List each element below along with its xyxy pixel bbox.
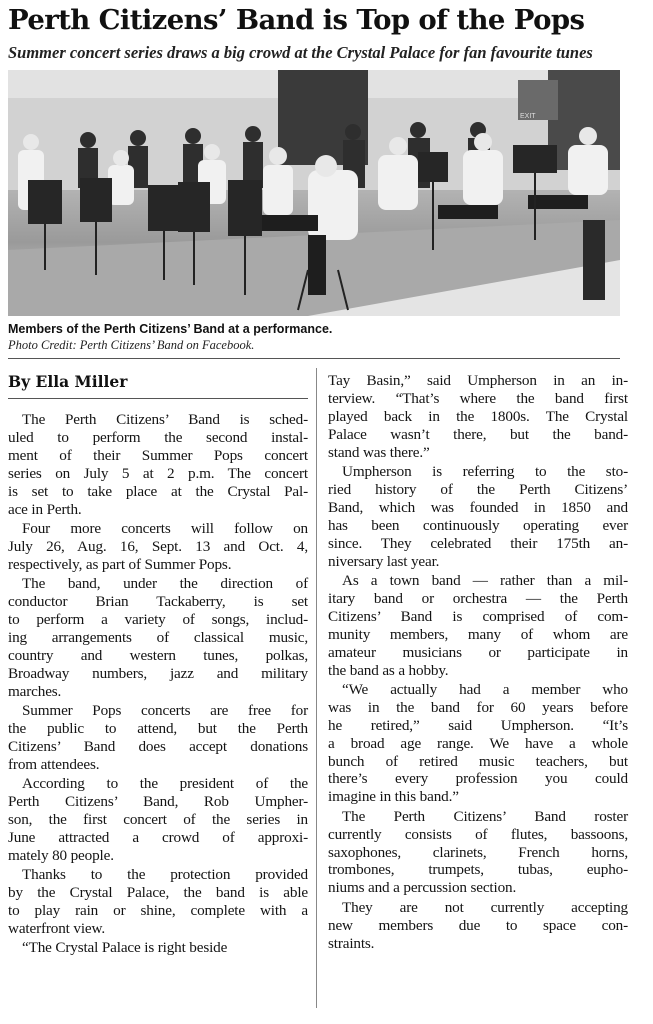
- article-line: to perform a variety of songs, includ-: [8, 610, 308, 628]
- article-line: trombones, trumpets, tubas, eupho-: [328, 861, 628, 879]
- article-line: Four more concerts will follow on: [22, 519, 308, 537]
- article-line: has been continuously operating ever: [328, 516, 628, 534]
- article-paragraph: [8, 775, 308, 865]
- article-line: niums and a percussion section.: [328, 879, 517, 897]
- article-line: June attracted a crowd of approxi-: [8, 828, 308, 846]
- byline-divider: [8, 398, 308, 399]
- article-line: country and western tunes, polkas,: [8, 646, 308, 664]
- article-line: by the Crystal Palace, the band is able: [8, 884, 308, 902]
- article-line: amateur musicians or participate in: [328, 643, 628, 661]
- article-line: July 26, Aug. 16, Sept. 13 and Oct. 4,: [8, 537, 308, 555]
- article-paragraph: [8, 939, 308, 957]
- article-line: bunch of retired music teachers, but: [328, 752, 628, 770]
- article-line: ace in Perth.: [8, 500, 82, 518]
- article-paragraph: [328, 808, 628, 898]
- article-line: niversary last year.: [328, 552, 440, 570]
- article-line: is set to take place at the Crystal Pal-: [8, 482, 308, 500]
- article-line: saxophones, clarinets, French horns,: [328, 843, 628, 861]
- byline: By Ella Miller: [8, 372, 128, 391]
- article-line: currently consists of flutes, bassoons,: [328, 825, 628, 843]
- photo-band-performance: [8, 70, 620, 316]
- article-line: The Perth Citizens’ Band is sched-: [22, 411, 308, 428]
- article-line: straints.: [328, 934, 375, 952]
- article-line: from attendees.: [8, 755, 100, 773]
- column-divider: [316, 368, 317, 1008]
- headline: Perth Citizens’ Band is Top of the Pops: [8, 4, 585, 36]
- article-line: The band, under the direction of: [22, 575, 308, 593]
- divider: [8, 358, 620, 359]
- article-paragraph: [8, 866, 308, 938]
- article-line: itary band or orchestra — the Perth: [328, 589, 628, 607]
- article-line: The Perth Citizens’ Band roster: [342, 807, 628, 825]
- article-line: marches.: [8, 682, 62, 700]
- article-line: the band as a hobby.: [328, 661, 449, 679]
- article-line: Umpherson is referring to the sto-: [342, 463, 628, 481]
- article-paragraph: [328, 572, 628, 679]
- article-line: Broadway numbers, jazz and military: [8, 664, 308, 682]
- article-line: As a town band — rather than a mil-: [342, 571, 628, 589]
- article-column-2: [328, 372, 628, 954]
- article-line: stand was there.”: [328, 443, 430, 461]
- article-line: terview. “That’s where the band first: [328, 389, 628, 407]
- article-paragraph: [8, 520, 308, 574]
- article-line: ment of their Summer Pops concert: [8, 446, 308, 464]
- article-paragraph: [8, 411, 308, 518]
- article-line: waterfront view.: [8, 919, 105, 937]
- article-line: Band, which was founded in 1850 and: [328, 498, 628, 516]
- article-line: conductor Brian Tackaberry, is set: [8, 593, 308, 611]
- article-line: a broad age range. We have a whole: [328, 734, 628, 752]
- article-line: Citizens’ Band does accept donations: [8, 737, 308, 755]
- article-line: series on July 5 at 2 p.m. The concert: [8, 464, 308, 482]
- article-paragraph: [328, 899, 628, 953]
- article-line: since. They celebrated their 175th an-: [328, 534, 628, 552]
- subheadline: Summer concert series draws a big crowd at the Crystal Palace for fan favourite tunes: [8, 43, 593, 62]
- article-line: played back in the 1800s. The Crystal: [328, 407, 628, 425]
- article-line: Citizens’ Band is comprised of com-: [328, 607, 628, 625]
- article-line: “We actually had a member who: [342, 680, 628, 698]
- article-line: to play rain or shine, complete with a: [8, 901, 308, 919]
- article-paragraph: [328, 681, 628, 806]
- article-paragraph: [328, 463, 628, 570]
- article-line: Palace wasn’t there, but the band-: [328, 425, 628, 443]
- article-line: Summer Pops concerts are free for: [22, 702, 308, 719]
- article-paragraph: [8, 702, 308, 774]
- article-line: there’s every profession you could: [328, 770, 628, 788]
- article-line: he retired,” said Umpherson. “It’s: [328, 716, 628, 734]
- exit-sign: EXIT: [520, 113, 536, 120]
- article-line: Perth Citizens’ Band, Rob Umpher-: [8, 793, 308, 811]
- article-line: “The Crystal Palace is right beside: [22, 939, 228, 957]
- article-line: new members due to space con-: [328, 916, 628, 934]
- article-line: munity members, many of whom are: [328, 625, 628, 643]
- article-line: Thanks to the protection provided: [22, 866, 308, 884]
- article-line: mately 80 people.: [8, 846, 114, 864]
- article-line: uled to perform the second instal-: [8, 428, 308, 446]
- band-photo-illustration: [8, 70, 620, 316]
- photo-caption: Members of the Perth Citizens’ Band at a performance.: [8, 322, 333, 336]
- article-line: ing arrangements of classical music,: [8, 628, 308, 646]
- photo-credit: Photo Credit: Perth Citizens’ Band on Facebook.: [8, 338, 255, 352]
- article-line: ried history of the Perth Citizens’: [328, 480, 628, 498]
- article-line: imagine in this band.”: [328, 788, 459, 806]
- article-line: Tay Basin,” said Umpherson in an in-: [328, 372, 628, 389]
- article-line: was in the band for 60 years before: [328, 698, 628, 716]
- article-line: They are not currently accepting: [342, 898, 628, 916]
- article-paragraph: [328, 372, 628, 462]
- article-paragraph: [8, 575, 308, 700]
- article-line: the public to attend, but the Perth: [8, 719, 308, 737]
- article-column-1: [8, 411, 308, 959]
- article-line: According to the president of the: [22, 775, 308, 793]
- article-line: respectively, as part of Summer Pops.: [8, 555, 232, 573]
- article-line: son, the first concert of the series in: [8, 810, 308, 828]
